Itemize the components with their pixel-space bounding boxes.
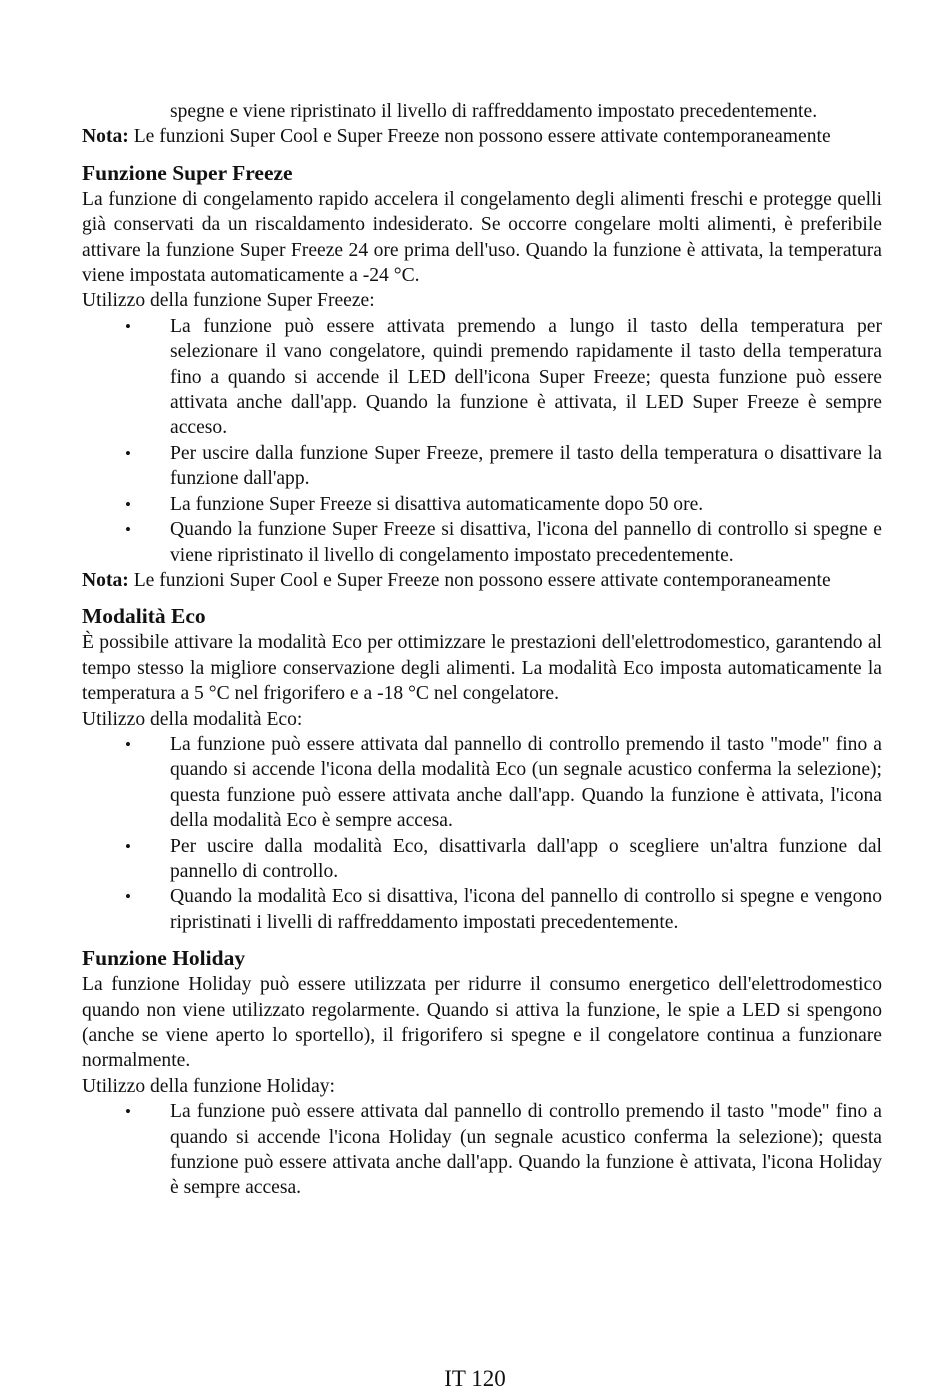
- note-label: Nota:: [82, 569, 129, 591]
- list-item-text: Quando la funzione Super Freeze si disattiva, l'icona del pannello di controllo si spegne e viene ripristinato il livello di congelamento impostato precedentemente.: [170, 519, 882, 566]
- list-item: [82, 492, 882, 517]
- note: [82, 568, 882, 593]
- usage-label-eco: Utilizzo della modalità Eco:: [82, 708, 303, 730]
- section-body-holiday: La funzione Holiday può essere utilizzata per ridurre il consumo energetico dell'elettrodomestico quando non viene utilizzato regolarmente. Quando si attiva la funzione, le spie a LED si spengono (anche se viene aperto lo sportello), il frigorifero si spegne e il congelatore continua a funzionare normalmente.: [82, 974, 882, 1072]
- list-item-text: La funzione può essere attivata dal pannello di controllo premendo il tasto "mode" fino a quando si accende l'icona della modalità Eco (un segnale acustico conferma la selezione); questa funzione può essere attivata anche dall'app. Quando la funzione è attivata, l'icona della modalità Eco è sempre accesa.: [170, 733, 882, 832]
- bullet-icon: •: [125, 1102, 131, 1122]
- bullet-icon: •: [125, 443, 131, 463]
- list-item: [82, 834, 882, 885]
- bullet-list-holiday: [82, 1099, 882, 1201]
- note-text: Le funzioni Super Cool e Super Freeze non possono essere attivate contemporaneamente: [128, 126, 831, 148]
- bullet-icon: •: [125, 887, 131, 907]
- list-item-text: Quando la modalità Eco si disattiva, l'icona del pannello di controllo si spegne e vengono ripristinati i livelli di raffreddamento impostati precedentemente.: [170, 886, 882, 933]
- section-heading-holiday: Funzione Holiday: [82, 946, 246, 971]
- list-item: [82, 441, 882, 492]
- bullet-icon: •: [125, 494, 131, 514]
- list-item: [82, 1099, 882, 1201]
- note: [82, 124, 882, 149]
- note-label: Nota:: [82, 126, 129, 148]
- bullet-list-eco: [82, 732, 882, 935]
- usage-label-super-freeze: Utilizzo della funzione Super Freeze:: [82, 290, 375, 312]
- list-item: [82, 517, 882, 568]
- bullet-list-super-freeze: [82, 314, 882, 568]
- bullet-icon: •: [125, 836, 131, 856]
- usage-label-holiday: Utilizzo della funzione Holiday:: [82, 1075, 336, 1097]
- list-item-text: La funzione Super Freeze si disattiva automaticamente dopo 50 ore.: [170, 493, 704, 515]
- section-body-eco: È possibile attivare la modalità Eco per ottimizzare le prestazioni dell'elettrodomestico, garantendo al tempo stesso la migliore conservazione degli alimenti. La modalità Eco imposta automaticamente la temperatura a 5 °C nel frigorifero e a -18 °C nel congelatore.: [82, 632, 882, 705]
- bullet-icon: •: [125, 520, 131, 540]
- list-item: [82, 884, 882, 935]
- note-text: Le funzioni Super Cool e Super Freeze non possono essere attivate contemporaneamente: [128, 569, 831, 591]
- continuation-text: spegne e viene ripristinato il livello di raffreddamento impostato precedentemente.: [170, 101, 818, 122]
- section-body-super-freeze: La funzione di congelamento rapido accelera il congelamento degli alimenti freschi e protegge quelli già conservati da un riscaldamento indesiderato. Se occorre congelare molti alimenti, è preferibile attivare la funzione Super Freeze 24 ore prima dell'uso. Quando la funzione è attivata, la temperatura viene impostata automaticamente a -24 °C.: [82, 188, 882, 287]
- bullet-icon: •: [125, 316, 131, 336]
- document-page: [82, 99, 882, 1201]
- bullet-icon: •: [125, 734, 131, 754]
- section-heading-super-freeze: Funzione Super Freeze: [82, 160, 293, 185]
- page-number: IT 120: [444, 1366, 506, 1391]
- list-item-text: Per uscire dalla modalità Eco, disattivarla dall'app o scegliere un'altra funzione dal pannello di controllo.: [170, 835, 882, 882]
- list-item-text: La funzione può essere attivata dal pannello di controllo premendo il tasto "mode" fino a quando si accende l'icona Holiday (un segnale acustico conferma la selezione); questa funzione può essere attivata anche dall'app. Quando la funzione è attivata, l'icona Holiday è sempre accesa.: [170, 1101, 882, 1199]
- list-item: [82, 314, 882, 441]
- list-item: [82, 732, 882, 834]
- list-item-text: La funzione può essere attivata premendo a lungo il tasto della temperatura per selezionare il vano congelatore, quindi premendo rapidamente il tasto della temperatura fino a quando si accende il LED dell'icona Super Freeze; questa funzione può essere attivata anche dall'app. Quando la funzione è attivata, il LED Super Freeze è sempre acceso.: [170, 315, 882, 439]
- list-item-text: Per uscire dalla funzione Super Freeze, premere il tasto della temperatura o disattivare la funzione dall'app.: [170, 442, 882, 490]
- section-heading-eco: Modalità Eco: [82, 604, 206, 629]
